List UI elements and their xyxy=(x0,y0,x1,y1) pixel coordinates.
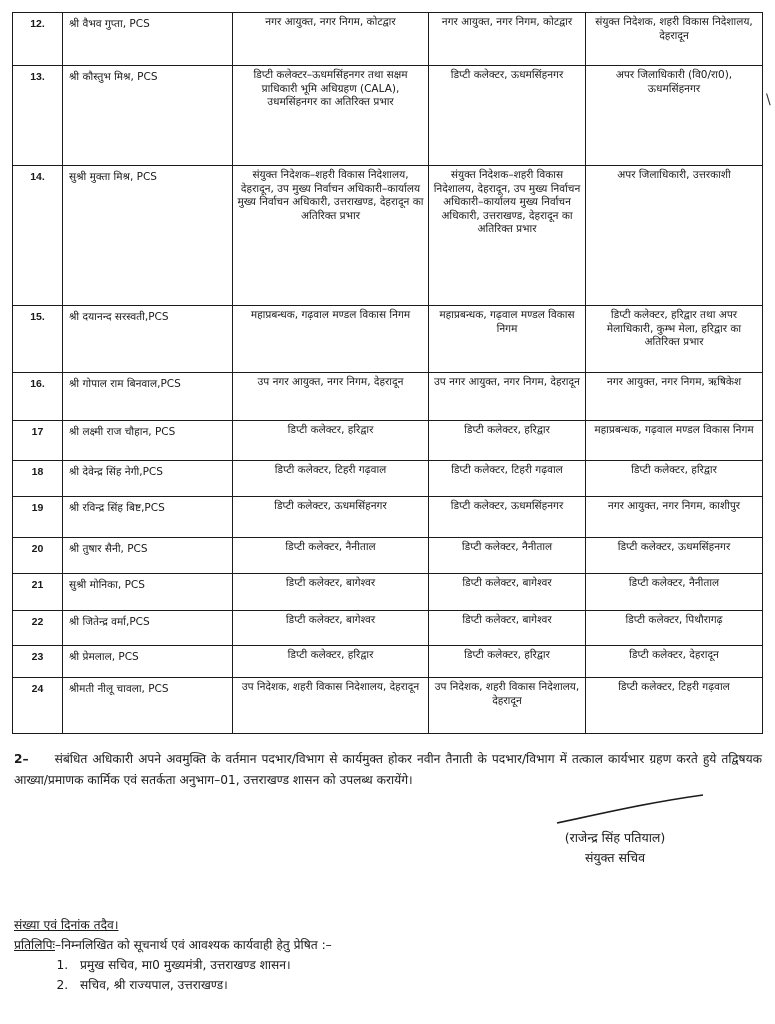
officer-name-cell: श्री प्रेमलाल, PCS xyxy=(63,646,233,678)
current-post-cell: डिप्टी कलेक्टर, ऊधमसिंहनगर xyxy=(233,497,429,538)
number-date-line: संख्या एवं दिनांक तदैव। xyxy=(14,918,119,932)
additional-charge-cell: डिप्टी कलेक्टर, टिहरी गढ़वाल xyxy=(429,461,586,497)
table-row xyxy=(13,166,763,306)
paragraph-number: 2– xyxy=(14,752,29,766)
serial-number-cell: 13. xyxy=(13,66,63,166)
table-row xyxy=(13,611,763,646)
officer-name-cell: श्री गोपाल राम बिनवाल,PCS xyxy=(63,373,233,421)
new-posting-cell: संयुक्त निदेशक, शहरी विकास निदेशालय, देहरादून xyxy=(586,13,763,66)
new-posting-cell: डिप्टी कलेक्टर, पिथौरागढ़ xyxy=(586,611,763,646)
serial-number-cell: 24 xyxy=(13,678,63,734)
current-post-cell: डिप्टी कलेक्टर, नैनीताल xyxy=(233,538,429,574)
officer-name-cell: सुश्री मोनिका, PCS xyxy=(63,574,233,611)
officer-name-cell: श्री कौस्तुभ मिश्र, PCS xyxy=(63,66,233,166)
instruction-paragraph xyxy=(14,749,762,791)
recipient-list xyxy=(14,955,332,995)
additional-charge-cell: महाप्रबन्धक, गढ़वाल मण्डल विकास निगम xyxy=(429,306,586,373)
current-post-cell: डिप्टी कलेक्टर, बागेश्वर xyxy=(233,574,429,611)
copy-text: –निम्नलिखित को सूचनार्थ एवं आवश्यक कार्यवाही हेतु प्रेषित :– xyxy=(55,938,332,952)
new-posting-cell: नगर आयुक्त, नगर निगम, काशीपुर xyxy=(586,497,763,538)
officer-name-cell: श्री रविन्द्र सिंह बिष्ट,PCS xyxy=(63,497,233,538)
current-post-cell: महाप्रबन्धक, गढ़वाल मण्डल विकास निगम xyxy=(233,306,429,373)
current-post-cell: डिप्टी कलेक्टर, हरिद्वार xyxy=(233,646,429,678)
table-row xyxy=(13,306,763,373)
table-row xyxy=(13,461,763,497)
table-row xyxy=(13,373,763,421)
officer-name-cell: श्री वैभव गुप्ता, PCS xyxy=(63,13,233,66)
officer-name-cell: श्री जितेन्द्र वर्मा,PCS xyxy=(63,611,233,646)
copy-label: प्रतिलिपिः xyxy=(14,938,55,952)
new-posting-cell: अपर जिलाधिकारी (वि0/रा0), ऊधमसिंहनगर xyxy=(586,66,763,166)
serial-number-cell: 16. xyxy=(13,373,63,421)
current-post-cell: डिप्टी कलेक्टर, हरिद्वार xyxy=(233,421,429,461)
transfer-table-body xyxy=(13,13,763,734)
new-posting-cell: महाप्रबन्धक, गढ़वाल मण्डल विकास निगम xyxy=(586,421,763,461)
additional-charge-cell: डिप्टी कलेक्टर, बागेश्वर xyxy=(429,611,586,646)
signatory-designation: संयुक्त सचिव xyxy=(584,850,646,865)
additional-charge-cell: डिप्टी कलेक्टर, ऊधमसिंहनगर xyxy=(429,66,586,166)
current-post-cell: डिप्टी कलेक्टर, टिहरी गढ़वाल xyxy=(233,461,429,497)
transfer-table xyxy=(12,12,763,734)
new-posting-cell: अपर जिलाधिकारी, उत्तरकाशी xyxy=(586,166,763,306)
officer-name-cell: सुश्री मुक्ता मिश्र, PCS xyxy=(63,166,233,306)
serial-number-cell: 12. xyxy=(13,13,63,66)
serial-number-cell: 21 xyxy=(13,574,63,611)
table-row xyxy=(13,538,763,574)
officer-name-cell: श्री लक्ष्मी राज चौहान, PCS xyxy=(63,421,233,461)
table-row xyxy=(13,66,763,166)
serial-number-cell: 19 xyxy=(13,497,63,538)
new-posting-cell: डिप्टी कलेक्टर, ऊधमसिंहनगर xyxy=(586,538,763,574)
additional-charge-cell: डिप्टी कलेक्टर, बागेश्वर xyxy=(429,574,586,611)
additional-charge-cell: डिप्टी कलेक्टर, हरिद्वार xyxy=(429,421,586,461)
additional-charge-cell: उप निदेशक, शहरी विकास निदेशालय, देहरादून xyxy=(429,678,586,734)
recipient-item: 2. सचिव, श्री राज्यपाल, उत्तराखण्ड। xyxy=(72,975,332,995)
paragraph-text: संबंधित अधिकारी अपने अवमुक्ति के वर्तमान पदभार/विभाग से कार्यमुक्त होकर नवीन तैनाती के पदभार/विभाग में तत्काल कार्यभार ग्रहण करते हुये तद्विषयक आख्या/प्रमाणक कार्मिक एवं सतर्कता अनुभाग–01, उत्तराखण्ड शासन को उपलब्ध करायेंगे। xyxy=(14,752,762,787)
table-row xyxy=(13,421,763,461)
additional-charge-cell: उप नगर आयुक्त, नगर निगम, देहरादून xyxy=(429,373,586,421)
current-post-cell: डिप्टी कलेक्टर, बागेश्वर xyxy=(233,611,429,646)
serial-number-cell: 18 xyxy=(13,461,63,497)
officer-name-cell: श्रीमती नीलू चावला, PCS xyxy=(63,678,233,734)
officer-name-cell: श्री देवेन्द्र सिंह नेगी,PCS xyxy=(63,461,233,497)
new-posting-cell: डिप्टी कलेक्टर, देहरादून xyxy=(586,646,763,678)
additional-charge-cell: नगर आयुक्त, नगर निगम, कोटद्वार xyxy=(429,13,586,66)
officer-name-cell: श्री तुषार सैनी, PCS xyxy=(63,538,233,574)
officer-name-cell: श्री दयानन्द सरस्वती,PCS xyxy=(63,306,233,373)
table-row xyxy=(13,497,763,538)
serial-number-cell: 22 xyxy=(13,611,63,646)
additional-charge-cell: संयुक्त निदेशक–शहरी विकास निदेशालय, देहरादून, उप मुख्य निर्वाचन अधिकारी–कार्यालय मुख्य निर्वाचन अधिकारी, उत्तराखण्ड, देहरादून का अतिरिक्त प्रभार xyxy=(429,166,586,306)
new-posting-cell: डिप्टी कलेक्टर, टिहरी गढ़वाल xyxy=(586,678,763,734)
serial-number-cell: 14. xyxy=(13,166,63,306)
signatory-name: (राजेन्द्र सिंह पतियाल) xyxy=(564,830,666,845)
table-row xyxy=(13,13,763,66)
serial-number-cell: 17 xyxy=(13,421,63,461)
serial-number-cell: 15. xyxy=(13,306,63,373)
current-post-cell: डिप्टी कलेक्टर–ऊधमसिंहनगर तथा सक्षम प्राधिकारी भूमि अधिग्रहण (CALA), उधमसिंहनगर का अतिरिक्त प्रभार xyxy=(233,66,429,166)
reference-block xyxy=(14,915,332,995)
signatory-block xyxy=(540,828,690,868)
current-post-cell: उप निदेशक, शहरी विकास निदेशालय, देहरादून xyxy=(233,678,429,734)
serial-number-cell: 20 xyxy=(13,538,63,574)
signature-stroke xyxy=(555,793,705,827)
new-posting-cell: नगर आयुक्त, नगर निगम, ऋषिकेश xyxy=(586,373,763,421)
table-row xyxy=(13,574,763,611)
table-row xyxy=(13,646,763,678)
copy-line xyxy=(14,935,332,955)
table-row xyxy=(13,678,763,734)
additional-charge-cell: डिप्टी कलेक्टर, नैनीताल xyxy=(429,538,586,574)
new-posting-cell: डिप्टी कलेक्टर, हरिद्वार xyxy=(586,461,763,497)
current-post-cell: नगर आयुक्त, नगर निगम, कोटद्वार xyxy=(233,13,429,66)
recipient-item: 1. प्रमुख सचिव, मा0 मुख्यमंत्री, उत्तराखण्ड शासन। xyxy=(72,955,332,975)
margin-mark: \ xyxy=(766,92,771,108)
additional-charge-cell: डिप्टी कलेक्टर, ऊधमसिंहनगर xyxy=(429,497,586,538)
current-post-cell: उप नगर आयुक्त, नगर निगम, देहरादून xyxy=(233,373,429,421)
new-posting-cell: डिप्टी कलेक्टर, नैनीताल xyxy=(586,574,763,611)
current-post-cell: संयुक्त निदेशक–शहरी विकास निदेशालय, देहरादून, उप मुख्य निर्वाचन अधिकारी–कार्यालय मुख्य निर्वाचन अधिकारी, उत्तराखण्ड, देहरादून का अतिरिक्त प्रभार xyxy=(233,166,429,306)
new-posting-cell: डिप्टी कलेक्टर, हरिद्वार तथा अपर मेलाधिकारी, कुम्भ मेला, हरिद्वार का अतिरिक्त प्रभार xyxy=(586,306,763,373)
serial-number-cell: 23 xyxy=(13,646,63,678)
additional-charge-cell: डिप्टी कलेक्टर, हरिद्वार xyxy=(429,646,586,678)
